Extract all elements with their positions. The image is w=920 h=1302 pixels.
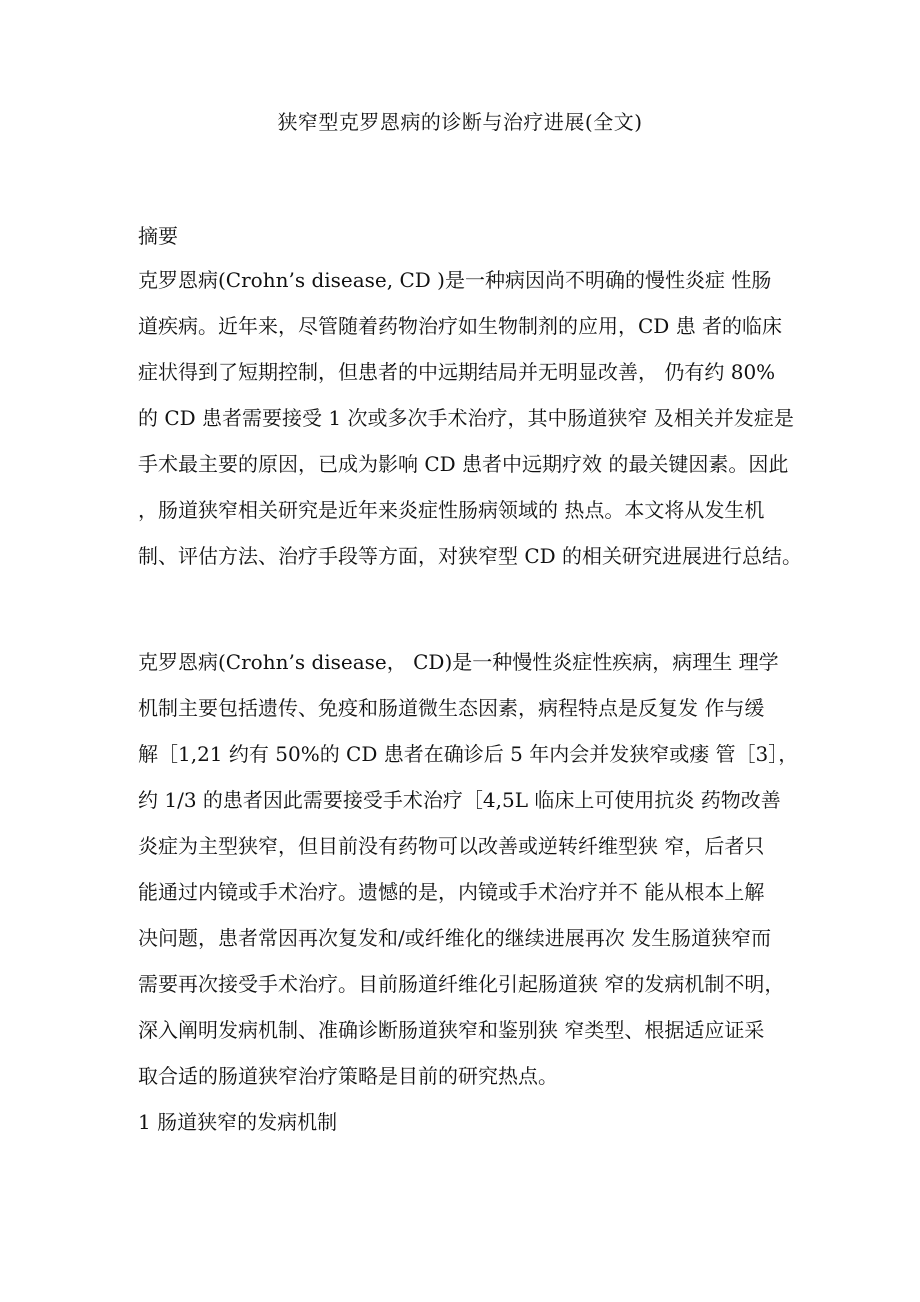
intro-line: 需要再次接受手术治疗。目前肠道纤维化引起肠道狭 窄的发病机制不明，: [138, 972, 785, 996]
abstract-line: 手术最主要的原因，已成为影响 CD 患者中远期疗效 的最关键因素。因此: [138, 452, 789, 476]
intro-line: 机制主要包括遗传、免疫和肠道微生态因素，病程特点是反复发 作与缓: [138, 696, 765, 720]
intro-line: 能通过内镜或手术治疗。遗憾的是，内镜或手术治疗并不 能从根本上解: [138, 880, 765, 904]
abstract-line: 症状得到了短期控制，但患者的中远期结局并无明显改善， 仍有约 80%: [138, 360, 776, 384]
abstract-line: 克罗恩病(Crohn’s disease, CD )是一种病因尚不明确的慢性炎症 性肠: [138, 268, 772, 292]
abstract-line: ，肠道狭窄相关研究是近年来炎症性肠病领域的 热点。本文将从发生机: [138, 498, 765, 522]
intro-line: 约 1/3 的患者因此需要接受手术治疗［4,5L 临床上可使用抗炎 药物改善: [138, 788, 781, 812]
intro-line: 炎症为主型狭窄，但目前没有药物可以改善或逆转纤维型狭 窄，后者只: [138, 834, 765, 858]
document-title: 狭窄型克罗恩病的诊断与治疗进展(全文): [277, 110, 643, 134]
abstract-line: 的 CD 患者需要接受 1 次或多次手术治疗，其中肠道狭窄 及相关并发症是: [138, 406, 794, 430]
intro-line: 决问题，患者常因再次复发和/或纤维化的继续进展再次 发生肠道狭窄而: [138, 926, 772, 950]
intro-line: 深入阐明发病机制、准确诊断肠道狭窄和鉴别狭 窄类型、根据适应证采: [138, 1018, 765, 1042]
intro-line: 克罗恩病(Crohn’s disease， CD)是一种慢性炎症性疾病，病理生 理学: [138, 650, 779, 674]
section-heading: 1 肠道狭窄的发病机制: [138, 1110, 338, 1134]
abstract-heading: 摘要: [138, 224, 178, 248]
abstract-line: 道疾病。近年来，尽管随着药物治疗如生物制剂的应用，CD 患 者的临床: [138, 314, 783, 338]
intro-line: 解［1,21 约有 50%的 CD 患者在确诊后 5 年内会并发狭窄或瘘 管［3］，: [138, 742, 799, 766]
intro-line: 取合适的肠道狭窄治疗策略是目前的研究热点。: [138, 1064, 558, 1088]
abstract-line: 制、评估方法、治疗手段等方面，对狭窄型 CD 的相关研究进展进行总结。: [138, 544, 803, 568]
